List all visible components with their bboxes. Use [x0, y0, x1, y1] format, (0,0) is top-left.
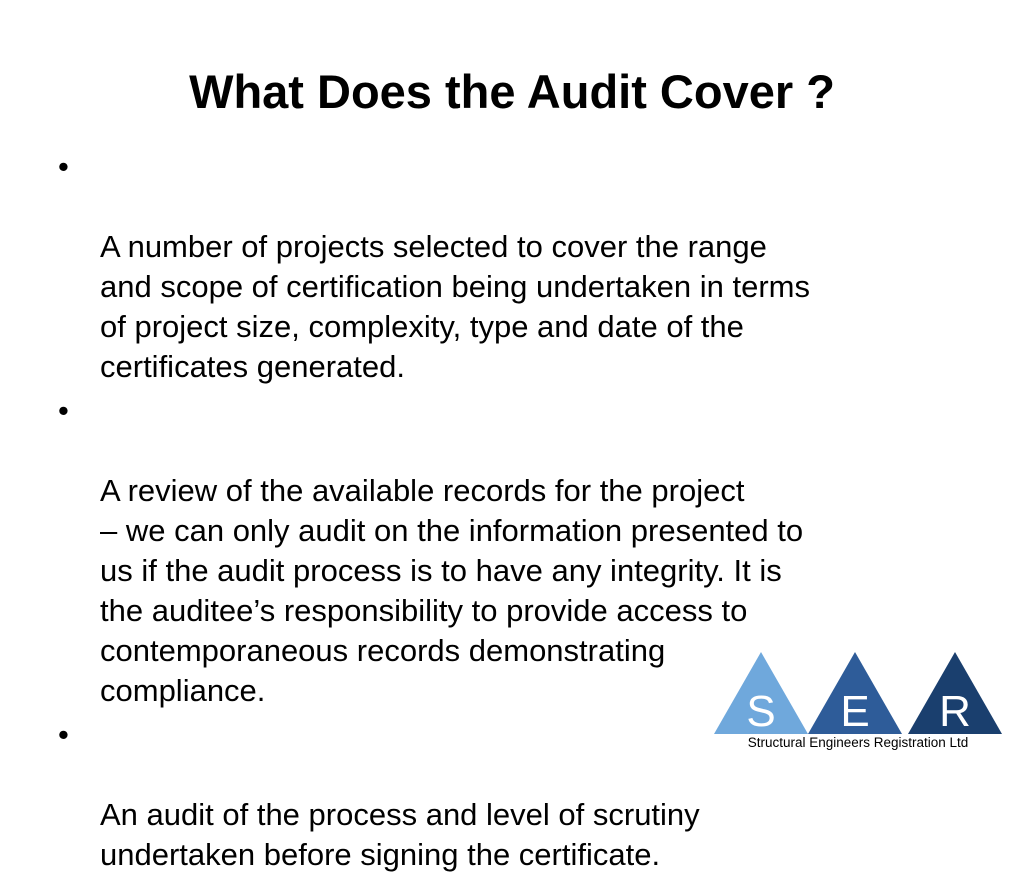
logo-letter-e: E — [840, 687, 870, 736]
bullet-icon: • — [58, 393, 69, 428]
slide-title: What Does the Audit Cover ? — [189, 65, 835, 118]
bullet-text: An audit of the process and level of scrutiny undertaken before signing the certificate. — [100, 797, 700, 872]
logo-letter-s: S — [746, 687, 776, 736]
list-item — [58, 147, 963, 387]
logo-caption: Structural Engineers Registration Ltd — [747, 735, 969, 750]
bullet-text: A review of the available records for the project – we can only audit on the information presented to us if the audit process is to have any integrity. It is the auditee’s responsibility to provide access to contemporaneous records demonstrating compliance. — [100, 473, 804, 708]
logo-letter-r: R — [939, 687, 971, 736]
bullet-icon: • — [58, 717, 69, 752]
bullet-icon: • — [58, 149, 69, 184]
bullet-text: A number of projects selected to cover the range and scope of certification being undertaken in terms of project size, complexity, type and date of the certificates generated. — [100, 229, 810, 384]
ser-logo — [708, 650, 1008, 754]
bullet-list — [58, 147, 963, 879]
ser-logo-icon — [708, 650, 1008, 736]
